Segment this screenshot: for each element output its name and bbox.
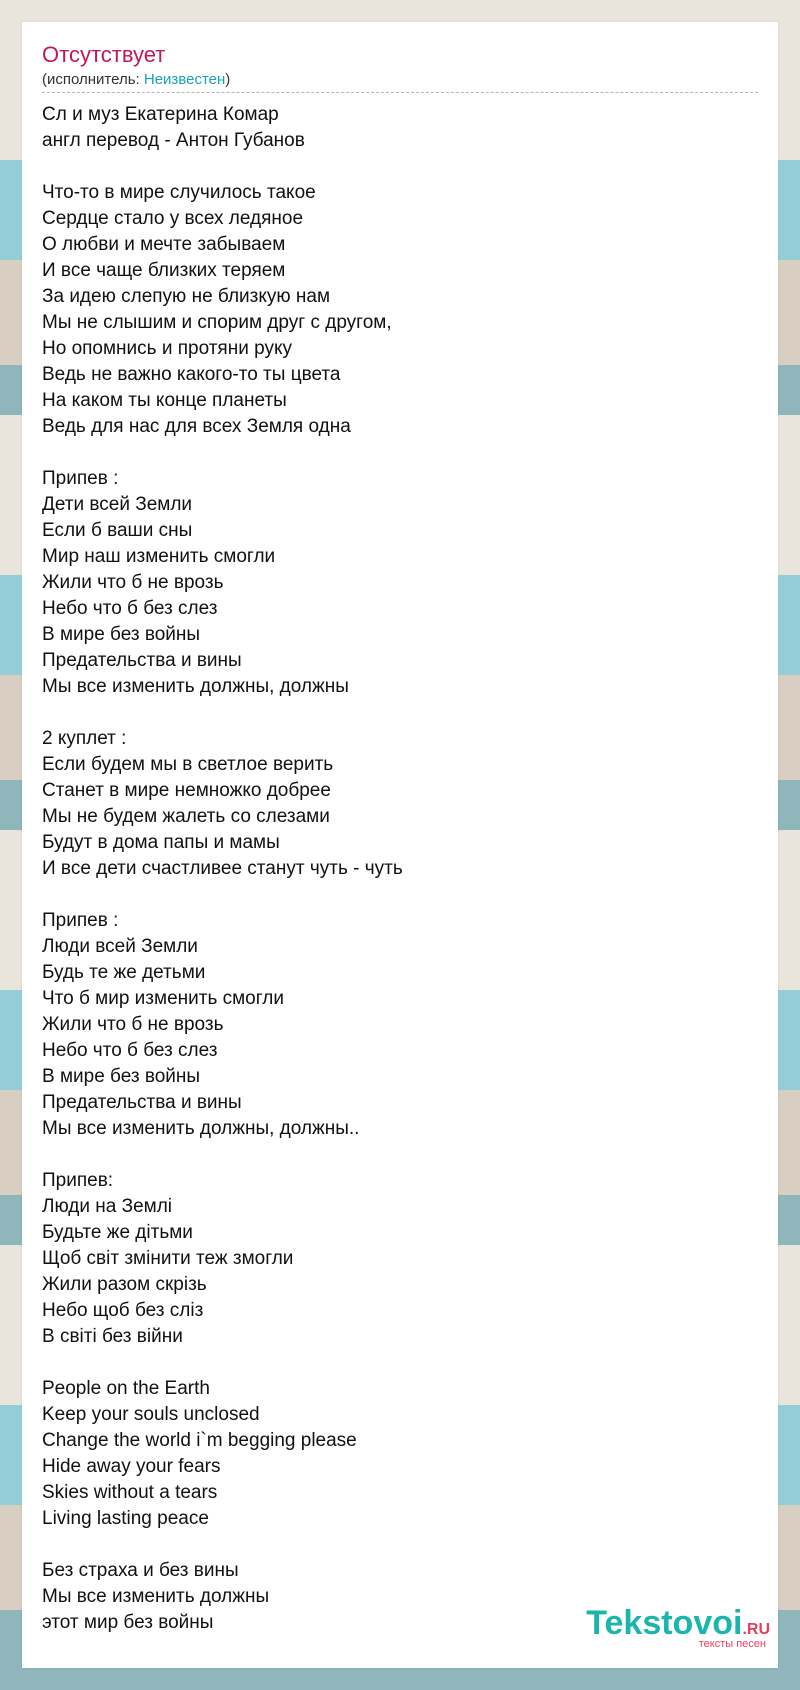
song-title: Отсутствует: [42, 42, 166, 67]
lyrics-line: Будут в дома папы и мамы: [42, 832, 280, 853]
lyrics-line: англ перевод - Антон Губанов: [42, 130, 305, 151]
lyrics-line: Но опомнись и протяни руку: [42, 338, 292, 359]
lyrics-line: Без страха и без вины: [42, 1560, 239, 1581]
lyrics-line: Keep your souls unclosed: [42, 1404, 260, 1425]
lyrics-line: Люди всей Земли: [42, 936, 198, 957]
logo-tagline: тексты песен: [698, 1638, 766, 1650]
lyrics-line: В світі без війни: [42, 1326, 183, 1347]
artist-link[interactable]: Неизвестен: [143, 71, 226, 88]
lyrics-line: Будь те же детьми: [42, 962, 206, 983]
lyrics-line: И все чаще близких теряем: [42, 260, 286, 281]
lyrics-text: [42, 102, 758, 1636]
lyrics-line: Небо что б без слез: [42, 1040, 218, 1061]
lyrics-line: Мы не будем жалеть со слезами: [42, 806, 330, 827]
site-logo[interactable]: [586, 1606, 770, 1650]
lyrics-line: Ведь для нас для всех Земля одна: [42, 416, 351, 437]
lyrics-line: Мы не слышим и спорим друг с другом,: [42, 312, 392, 333]
lyrics-line: 2 куплет :: [42, 728, 127, 749]
lyrics-line: Мы все изменить должны, должны..: [42, 1118, 360, 1139]
lyrics-line: Мы все изменить должны, должны: [42, 676, 349, 697]
lyrics-line: Living lasting peace: [42, 1508, 209, 1529]
lyrics-line: Жили что б не врозь: [42, 1014, 224, 1035]
lyrics-line: Сл и муз Екатерина Комар: [42, 104, 279, 125]
lyrics-line: Небо щоб без сліз: [42, 1300, 204, 1321]
lyrics-blank-line: [42, 1350, 758, 1376]
lyrics-blank-line: [42, 1532, 758, 1558]
lyrics-line: Люди на Землі: [42, 1196, 173, 1217]
song-header: [42, 42, 758, 93]
lyrics-blank-line: [42, 882, 758, 908]
lyrics-line: Будьте же дітьми: [42, 1222, 193, 1243]
lyrics-line: Hide away your fears: [42, 1456, 221, 1477]
artist-suffix: ): [225, 71, 231, 88]
lyrics-line: Skies without a tears: [42, 1482, 218, 1503]
lyrics-line: Дети всей Земли: [42, 494, 193, 515]
lyrics-line: Щоб світ змінити теж змогли: [42, 1248, 294, 1269]
lyrics-line: И все дети счастливее станут чуть - чуть: [42, 858, 403, 879]
lyrics-line: Припев :: [42, 910, 119, 931]
lyrics-line: В мире без войны: [42, 1066, 201, 1087]
lyrics-line: Мир наш изменить смогли: [42, 546, 276, 567]
lyrics-line: Жили что б не врозь: [42, 572, 224, 593]
lyrics-line: этот мир без войны: [42, 1612, 214, 1633]
artist-line: [42, 70, 758, 90]
lyrics-line: В мире без войны: [42, 624, 201, 645]
lyrics-blank-line: [42, 154, 758, 180]
lyrics-line: О любви и мечте забываем: [42, 234, 286, 255]
lyrics-line: Предательства и вины: [42, 650, 242, 671]
lyrics-line: Небо что б без слез: [42, 598, 218, 619]
lyrics-line: Жили разом скрізь: [42, 1274, 207, 1295]
lyrics-line: Предательства и вины: [42, 1092, 242, 1113]
header-divider: [42, 92, 758, 93]
lyrics-blank-line: [42, 440, 758, 466]
lyrics-line: Припев :: [42, 468, 119, 489]
lyrics-card: [22, 22, 778, 1668]
lyrics-line: Сердце стало у всех ледяное: [42, 208, 304, 229]
lyrics-line: Change the world i`m begging please: [42, 1430, 357, 1451]
lyrics-blank-line: [42, 700, 758, 726]
lyrics-line: Что-то в мире случилось такое: [42, 182, 316, 203]
lyrics-line: Станет в мире немножко добрее: [42, 780, 331, 801]
lyrics-line: Припев:: [42, 1170, 114, 1191]
lyrics-line: Мы все изменить должны: [42, 1586, 270, 1607]
lyrics-line: People on the Earth: [42, 1378, 210, 1399]
lyrics-line: Если б ваши сны: [42, 520, 193, 541]
artist-prefix: (исполнитель:: [42, 71, 144, 88]
lyrics-line: Что б мир изменить смогли: [42, 988, 284, 1009]
lyrics-blank-line: [42, 1142, 758, 1168]
lyrics-line: Если будем мы в светлое верить: [42, 754, 334, 775]
lyrics-line: На каком ты конце планеты: [42, 390, 287, 411]
lyrics-line: Ведь не важно какого-то ты цвета: [42, 364, 341, 385]
lyrics-line: За идею слепую не близкую нам: [42, 286, 331, 307]
logo-name: Tekstovoi: [586, 1604, 743, 1642]
logo-tld: .RU: [742, 1621, 770, 1638]
